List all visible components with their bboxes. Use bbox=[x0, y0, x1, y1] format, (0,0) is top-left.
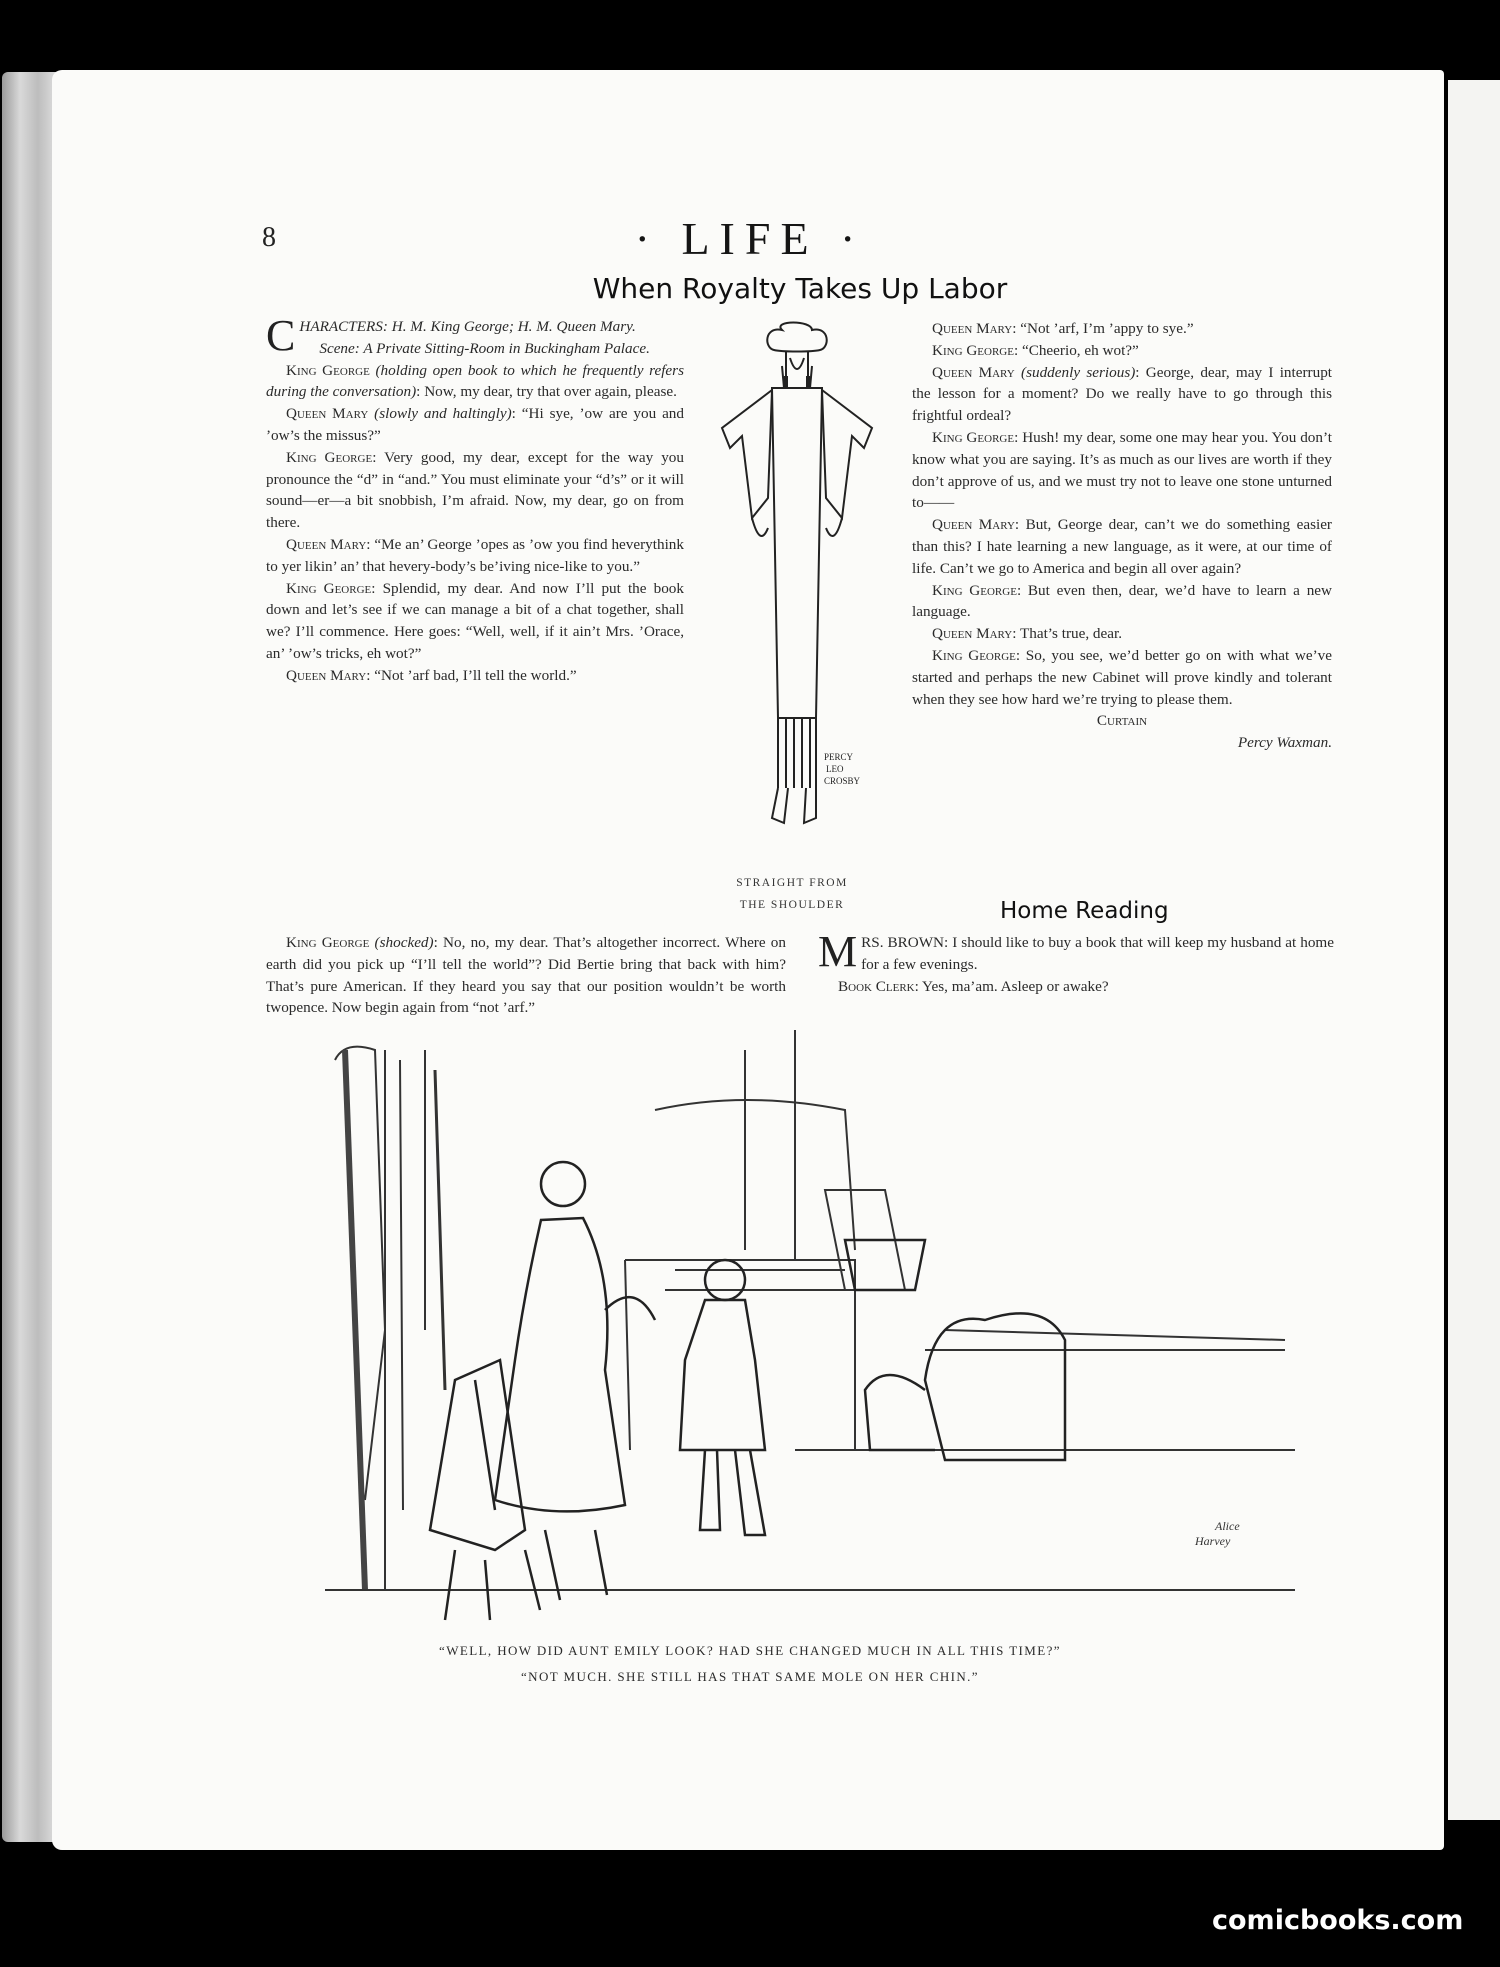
author-credit: Percy Waxman. bbox=[1237, 734, 1332, 752]
speaker: King George bbox=[932, 646, 1016, 664]
speaker: King George bbox=[932, 341, 1014, 359]
characters-list: HARACTERS: H. M. King George; H. M. Queen Mary. bbox=[299, 318, 636, 335]
royalty-illustration bbox=[712, 318, 882, 858]
dialogue-paragraph bbox=[266, 932, 786, 1019]
speaker: Queen Mary bbox=[932, 363, 1015, 381]
speech: : Splendid, my dear. And now I’ll put the book down and let’s see if we can manage a bit of a chat together, shall we? I’ll commence. Here goes: “Well, well, if it ain’t Mrs. ’Orace, an’ ’ow’s tricks, eh wot?” bbox=[266, 579, 684, 662]
caption-line: THE SHOULDER bbox=[739, 899, 845, 911]
page-number: 8 bbox=[262, 222, 276, 253]
speech: : Yes, ma’am. Asleep or awake? bbox=[914, 977, 1109, 995]
drop-cap: C bbox=[266, 311, 296, 360]
home-reading-line bbox=[818, 927, 1334, 976]
caption-line: STRAIGHT FROM bbox=[736, 877, 848, 889]
cartoonist-signature: Alice bbox=[1215, 1519, 1240, 1533]
home-reading-body bbox=[818, 927, 1334, 997]
dialogue-paragraph bbox=[912, 645, 1332, 710]
drop-cap: M bbox=[818, 927, 858, 976]
dialogue-paragraph bbox=[266, 578, 684, 665]
speech: : “Cheerio, eh wot?” bbox=[1013, 341, 1139, 359]
site-watermark: comicbooks.com bbox=[1212, 1905, 1464, 1936]
stage-direction: (shocked) bbox=[369, 934, 434, 951]
article-left-column bbox=[266, 311, 684, 687]
speaker: Queen Mary bbox=[286, 666, 367, 684]
speaker: Queen Mary bbox=[932, 625, 1013, 643]
right-dialogue bbox=[912, 318, 1332, 710]
home-reading-title: Home Reading bbox=[1000, 898, 1169, 924]
speech: : Hush! my dear, some one may hear you. You don’t know what you are saying. It’s as much as our lives are worth if they don’t approve of us, and we must try not to leave one stone unturned to—— bbox=[912, 428, 1332, 512]
speech: : But even then, dear, we’d have to learn a new language. bbox=[912, 581, 1333, 621]
speech: : George, dear, may I interrupt the lesson for a moment? Do we really have to go through this frightful ordeal? bbox=[912, 363, 1333, 425]
speaker: King George bbox=[286, 361, 370, 379]
dialogue-paragraph bbox=[266, 360, 684, 404]
article-title: When Royalty Takes Up Labor bbox=[592, 272, 1008, 305]
mrs-brown-line: RS. BROWN: I should like to buy a book that will keep my husband at home for a few evenings. bbox=[861, 934, 1334, 973]
left-dialogue bbox=[266, 360, 684, 687]
speech: : “Me an’ George ’opes as ’ow you find heverythink to yer likin’ an’ that hevery-body’s be’iving nice-like to you.” bbox=[266, 535, 684, 575]
dialogue-paragraph bbox=[912, 362, 1332, 427]
dialogue-paragraph bbox=[266, 665, 684, 687]
speaker: Queen Mary bbox=[286, 405, 369, 423]
speech: : But, George dear, can’t we do something easier than this? I hate learning a new language, as it were, at our time of life. Can’t we go to America and begin all over again? bbox=[912, 516, 1332, 577]
speaker: King George bbox=[286, 579, 372, 597]
illustrator-signature: LEO bbox=[826, 764, 844, 774]
speech: : So, you see, we’d better go on with what we’ve started and perhaps the new Cabinet will prove kindly and tolerant when they see how hard we’re trying to please them. bbox=[912, 646, 1332, 708]
stage-direction: (holding open book to which he frequently refers during the conversation) bbox=[266, 361, 684, 401]
illustrator-signature: CROSBY bbox=[824, 776, 861, 786]
cartoon-caption bbox=[300, 1638, 1200, 1690]
speech: : That’s true, dear. bbox=[1012, 625, 1123, 643]
facing-page-edge bbox=[1448, 80, 1500, 1820]
stage-direction: (suddenly serious) bbox=[1014, 363, 1136, 381]
illustration-caption bbox=[722, 872, 862, 916]
caption-line: “NOT MUCH. SHE STILL HAS THAT SAME MOLE ON HER CHIN.” bbox=[521, 1669, 979, 1684]
article-right-column bbox=[912, 318, 1332, 754]
illustrator-signature: PERCY bbox=[824, 752, 854, 762]
scene-line: Scene: A Private Sitting-Room in Buckingham Palace. bbox=[319, 339, 650, 357]
cartoon-illustration bbox=[325, 1030, 1305, 1630]
dialogue-paragraph bbox=[912, 623, 1332, 645]
dialogue-paragraph bbox=[266, 403, 684, 447]
speech: : Very good, my dear, except for the way you pronounce the “d” in “and.” You must eliminate your “d’s” or it will sound—er—a bit snobbish, I’m afraid. Now, my dear, go on from there. bbox=[266, 448, 684, 532]
curtain-line: Curtain bbox=[1096, 712, 1148, 730]
speaker: King George bbox=[932, 581, 1017, 599]
speech: : “Hi sye, ’ow are you and ’ow’s the missus?” bbox=[266, 405, 684, 444]
dialogue-paragraph bbox=[912, 340, 1332, 362]
speech: : No, no, my dear. That’s altogether incorrect. Where on earth did you pick up “I’ll tell the world”? Did Bertie bring that back with him? That’s pure American. If they heard you say that our position wouldn’t be worth twopence. Now begin again from “not ’arf.” bbox=[266, 934, 786, 1017]
dialogue-paragraph bbox=[266, 447, 684, 534]
masthead: · LIFE · bbox=[634, 213, 866, 264]
speaker: King George bbox=[286, 934, 370, 951]
speech: : Now, my dear, try that over again, please. bbox=[416, 383, 677, 401]
dialogue-paragraph bbox=[912, 514, 1332, 579]
dialogue-paragraph bbox=[912, 427, 1332, 514]
dialogue-paragraph bbox=[266, 534, 684, 578]
speech: : “Not ’arf bad, I’ll tell the world.” bbox=[366, 666, 577, 684]
dialogue-paragraph bbox=[912, 318, 1332, 340]
speaker: Queen Mary bbox=[286, 535, 367, 553]
speaker: Book Clerk bbox=[838, 977, 915, 995]
clerk-line bbox=[818, 976, 1334, 998]
caption-line: “WELL, HOW DID AUNT EMILY LOOK? HAD SHE CHANGED MUCH IN ALL THIS TIME?” bbox=[439, 1643, 1061, 1658]
speaker: King George bbox=[932, 428, 1015, 446]
article-left-tail bbox=[266, 932, 786, 1019]
speaker: Queen Mary bbox=[932, 516, 1015, 534]
speaker: Queen Mary bbox=[932, 320, 1013, 337]
speaker: King George bbox=[286, 448, 373, 466]
dialogue-paragraph bbox=[912, 580, 1332, 624]
cartoonist-signature: Harvey bbox=[1195, 1534, 1231, 1548]
stage-direction: (slowly and haltingly) bbox=[368, 405, 512, 423]
speech: : “Not ’arf, I’m ’appy to sye.” bbox=[1012, 320, 1194, 337]
